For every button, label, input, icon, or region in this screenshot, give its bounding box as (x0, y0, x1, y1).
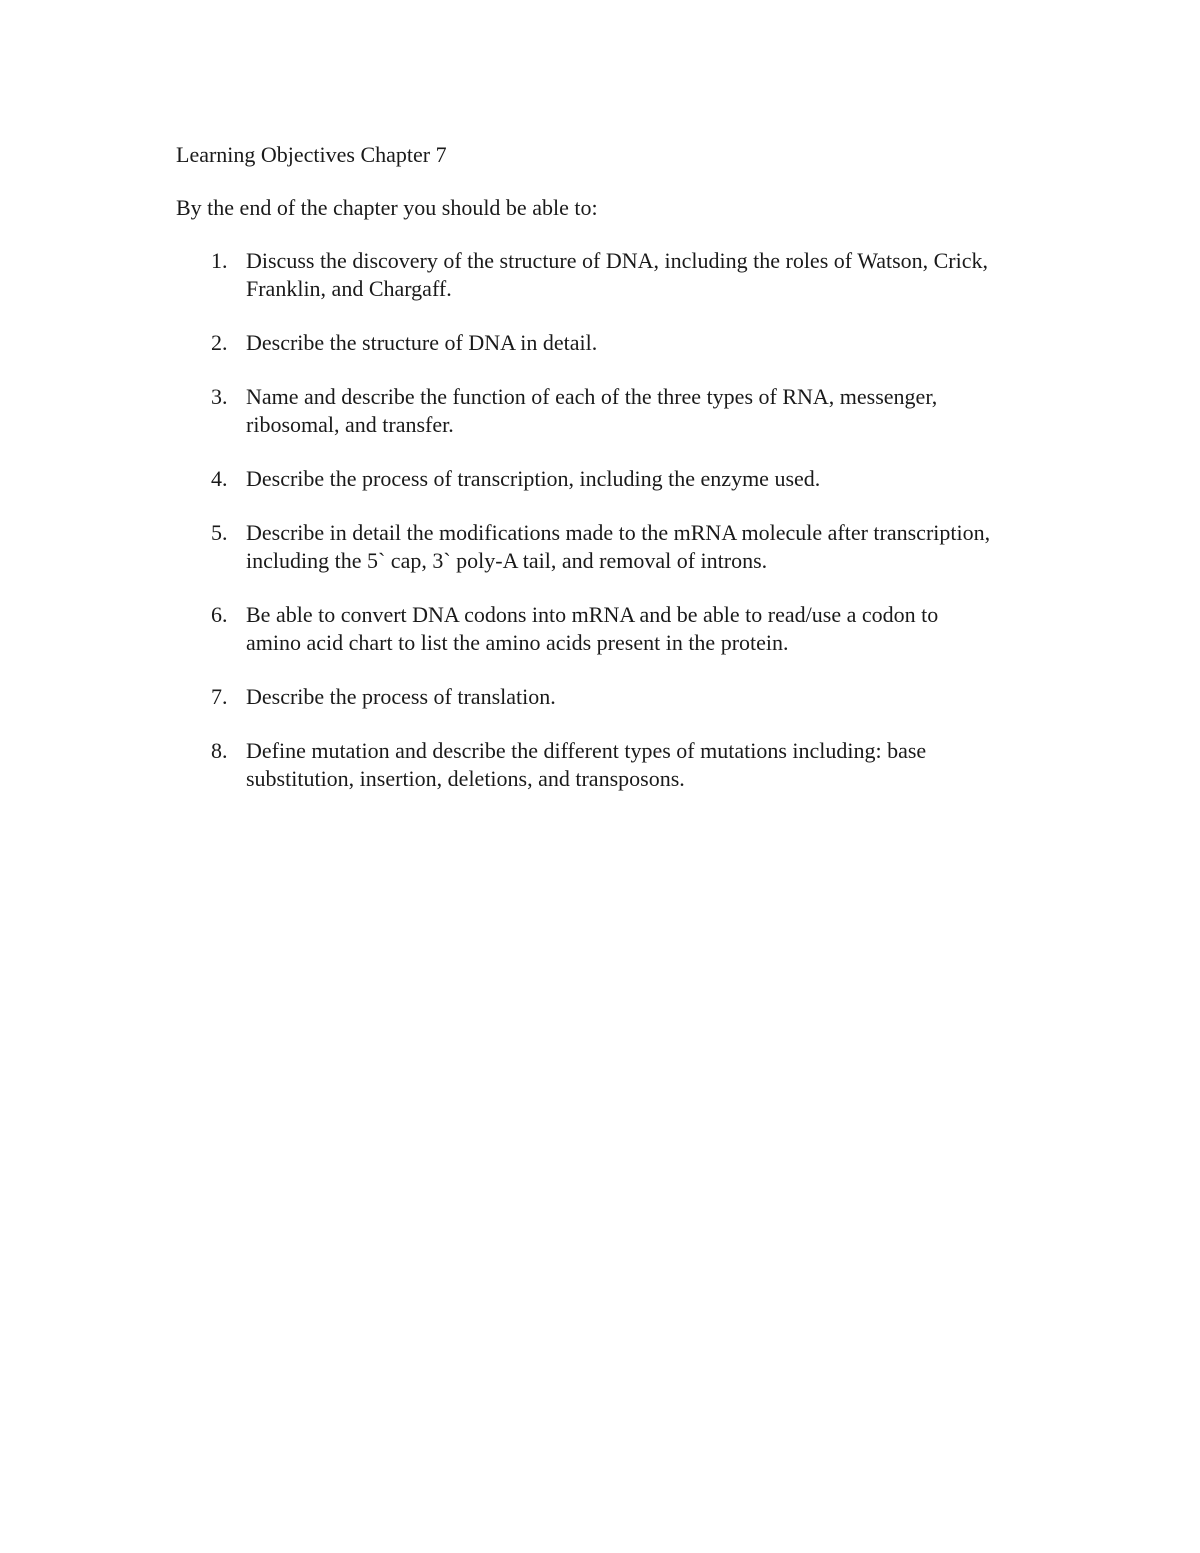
objective-item (176, 465, 1036, 493)
learning-objectives-list (176, 247, 1036, 793)
objective-number: 5. (211, 520, 228, 545)
objective-item (176, 383, 1036, 439)
objective-item (176, 247, 1036, 303)
objective-text: Describe the process of transcription, including the enzyme used. (246, 466, 821, 491)
objective-text: Define mutation and describe the different types of mutations including: base substitution, insertion, deletions, and transposons. (246, 738, 927, 791)
learning-objectives-section (176, 141, 1036, 819)
objective-text: Describe in detail the modifications made to the mRNA molecule after transcription, including the 5` cap, 3` poly-A tail, and removal of introns. (246, 520, 991, 573)
objective-text: Discuss the discovery of the structure of DNA, including the roles of Watson, Crick, Franklin, and Chargaff. (246, 248, 989, 301)
objective-number: 2. (211, 330, 228, 355)
objective-item (176, 683, 1036, 711)
objective-number: 7. (211, 684, 228, 709)
objective-number: 8. (211, 738, 228, 763)
objective-text: Describe the process of translation. (246, 684, 556, 709)
objective-item (176, 737, 1036, 793)
objective-text: Be able to convert DNA codons into mRNA and be able to read/use a codon to amino acid chart to list the amino acids present in the protein. (246, 602, 939, 655)
objective-number: 3. (211, 384, 228, 409)
objective-item (176, 601, 1036, 657)
objective-text: Name and describe the function of each of the three types of RNA, messenger, ribosomal, and transfer. (246, 384, 938, 437)
document-title: Learning Objectives Chapter 7 (176, 142, 447, 167)
objective-item (176, 329, 1036, 357)
chapter-intro: By the end of the chapter you should be able to: (176, 195, 598, 220)
objective-text: Describe the structure of DNA in detail. (246, 330, 598, 355)
objective-number: 1. (211, 248, 228, 273)
objective-number: 6. (211, 602, 228, 627)
objective-number: 4. (211, 466, 228, 491)
objective-item (176, 519, 1036, 575)
